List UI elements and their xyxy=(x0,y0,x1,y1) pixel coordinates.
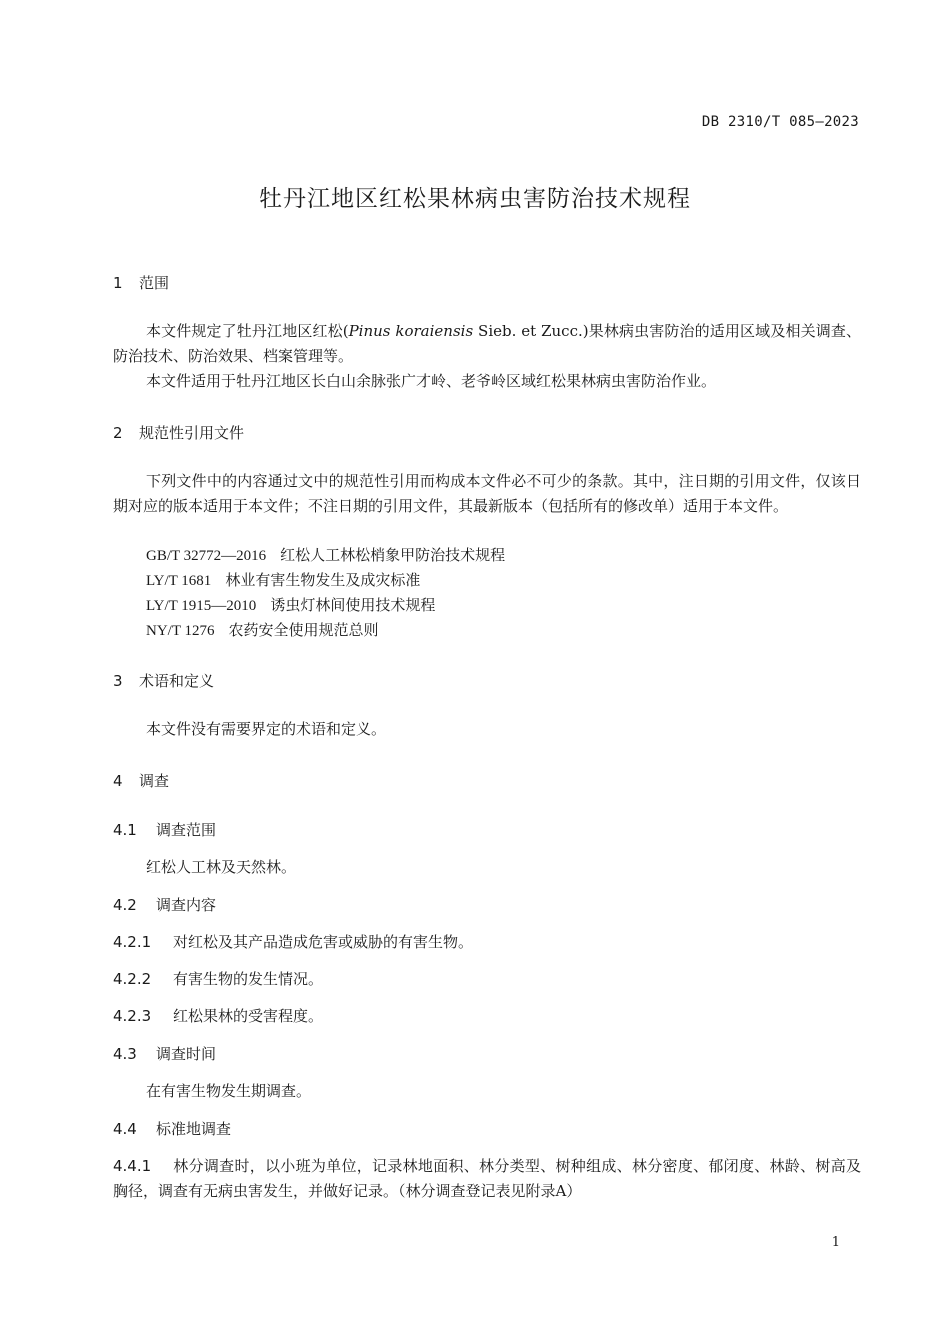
section-title: 标准地调查 xyxy=(156,1120,232,1138)
paragraph-text: 本文件规定了牡丹江地区红松( xyxy=(146,322,349,340)
clause-text: 有害生物的发生情况。 xyxy=(173,970,324,988)
section-title: 调查时间 xyxy=(156,1045,217,1063)
section-1-paragraph-2: 本文件适用于牡丹江地区长白山余脉张广才岭、老爷岭区域红松果林病虫害防治作业。 xyxy=(146,372,717,390)
section-3-heading xyxy=(113,670,214,691)
section-title: 范围 xyxy=(139,274,170,292)
section-title: 调查内容 xyxy=(156,896,217,914)
reference-item xyxy=(146,569,420,590)
section-number: 4.1 xyxy=(113,821,137,839)
clause-number: 4.2.2 xyxy=(113,970,152,988)
section-number: 2 xyxy=(113,424,123,442)
section-4-1-heading xyxy=(113,819,216,840)
clause-4-2-2 xyxy=(113,968,323,989)
section-2-heading xyxy=(113,422,244,443)
section-number: 4.4 xyxy=(113,1120,137,1138)
reference-name: 农药安全使用规范总则 xyxy=(228,621,379,639)
reference-code: LY/T 1681 xyxy=(146,573,212,589)
reference-code: NY/T 1276 xyxy=(146,623,215,639)
reference-item xyxy=(146,619,379,640)
clause-number: 4.4.1 xyxy=(113,1157,152,1175)
page-number: 1 xyxy=(831,1235,840,1250)
section-number: 1 xyxy=(113,274,123,292)
section-title: 规范性引用文件 xyxy=(139,424,245,442)
section-number: 4.3 xyxy=(113,1045,137,1063)
section-1-heading xyxy=(113,272,169,293)
reference-name: 诱虫灯林间使用技术规程 xyxy=(270,596,436,614)
section-4-heading xyxy=(113,770,169,791)
paragraph-text: Sieb. et Zucc.)果林病虫害防治的适用区域及相关调查、防治技术、防治效果、档案管理等。 xyxy=(113,322,861,365)
clause-text: 对红松及其产品造成危害或威胁的有害生物。 xyxy=(173,933,474,951)
section-number: 3 xyxy=(113,672,123,690)
section-4-1-text: 红松人工林及天然林。 xyxy=(146,858,297,876)
section-number: 4.2 xyxy=(113,896,137,914)
section-4-3-heading xyxy=(113,1043,216,1064)
section-4-3-text: 在有害生物发生期调查。 xyxy=(146,1082,312,1100)
section-title: 调查范围 xyxy=(156,821,217,839)
reference-name: 红松人工林松梢象甲防治技术规程 xyxy=(280,546,506,564)
clause-text: 林分调查时，以小班为单位，记录林地面积、林分类型、树种组成、林分密度、郁闭度、林龄、树高及胸径，调查有无病虫害发生，并做好记录。（林分调查登记表见附录A） xyxy=(113,1157,861,1200)
section-4-2-heading xyxy=(113,894,216,915)
clause-4-2-1 xyxy=(113,931,473,952)
document-number: DB 2310/T 085—2023 xyxy=(701,114,859,130)
reference-item xyxy=(146,544,505,565)
latin-name: Pinus koraiensis xyxy=(348,322,474,340)
clause-4-4-1 xyxy=(113,1154,861,1204)
section-2-intro: 下列文件中的内容通过文中的规范性引用而构成本文件必不可少的条款。其中，注日期的引用文件，仅该日期对应的版本适用于本文件；不注日期的引用文件，其最新版本（包括所有的修改单）适用于本文件。 xyxy=(113,472,861,515)
clause-4-2-3 xyxy=(113,1005,323,1026)
clause-number: 4.2.3 xyxy=(113,1007,152,1025)
clause-number: 4.2.1 xyxy=(113,933,152,951)
reference-name: 林业有害生物发生及成灾标准 xyxy=(225,571,421,589)
clause-text: 红松果林的受害程度。 xyxy=(173,1007,324,1025)
section-title: 术语和定义 xyxy=(139,672,215,690)
section-1-paragraph-1 xyxy=(113,319,861,369)
section-title: 调查 xyxy=(139,772,170,790)
document-title: 牡丹江地区红松果林病虫害防治技术规程 xyxy=(259,186,691,212)
section-number: 4 xyxy=(113,772,123,790)
reference-code: GB/T 32772—2016 xyxy=(146,548,267,564)
section-3-text: 本文件没有需要界定的术语和定义。 xyxy=(146,720,387,738)
section-4-4-heading xyxy=(113,1118,231,1139)
reference-code: LY/T 1915—2010 xyxy=(146,598,257,614)
reference-item xyxy=(146,594,435,615)
